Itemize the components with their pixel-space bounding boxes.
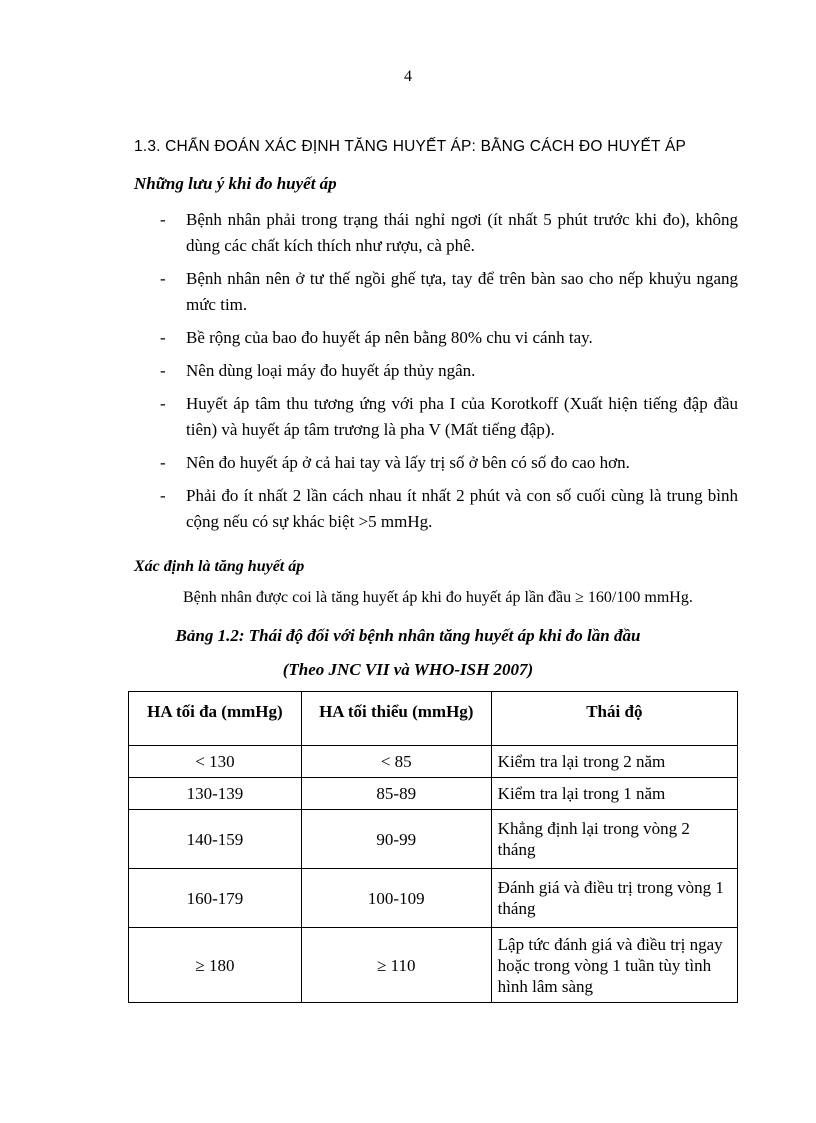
list-item-text: Bệnh nhân nên ở tư thế ngồi ghế tựa, tay để trên bàn sao cho nếp khuỷu ngang mức tim. <box>186 269 738 314</box>
bullet-dash: - <box>160 394 166 413</box>
header-attitude: Thái độ <box>491 692 737 746</box>
bullet-dash: - <box>160 210 166 229</box>
bullet-dash: - <box>160 361 166 380</box>
header-max-bp: HA tối đa (mmHg) <box>129 692 302 746</box>
bullet-dash: - <box>160 328 166 347</box>
cell-min-bp: 85-89 <box>301 778 491 810</box>
list-item-text: Bệnh nhân phải trong trạng thái nghỉ ngơi (ít nhất 5 phút trước khi đo), không dùng các chất kích thích như rượu, cà phê. <box>186 210 738 255</box>
list-item <box>160 266 738 318</box>
page-number: 4 <box>404 68 412 85</box>
list-item <box>160 391 738 443</box>
list-item-text: Bề rộng của bao đo huyết áp nên bằng 80% chu vi cánh tay. <box>186 328 593 347</box>
table-caption-source: (Theo JNC VII và WHO-ISH 2007) <box>282 660 534 679</box>
list-item-text: Huyết áp tâm thu tương ứng với pha I của Korotkoff (Xuất hiện tiếng đập đầu tiên) và huyết áp tâm trương là pha V (Mất tiếng đập). <box>186 394 738 439</box>
table-row <box>129 810 738 869</box>
section-heading: 1.3. CHẨN ĐOÁN XÁC ĐỊNH TĂNG HUYẾT ÁP: BẰNG CÁCH ĐO HUYẾT ÁP <box>134 138 687 155</box>
list-item <box>160 483 738 535</box>
cell-attitude: Lập tức đánh giá và điều trị ngay hoặc trong vòng 1 tuần tùy tình hình lâm sàng <box>491 928 737 1003</box>
cell-max-bp: < 130 <box>129 746 302 778</box>
cell-attitude: Kiểm tra lại trong 1 năm <box>491 778 737 810</box>
table-header-row <box>129 692 738 746</box>
cell-max-bp: 130-139 <box>129 778 302 810</box>
cell-max-bp: 140-159 <box>129 810 302 869</box>
table-caption: Bảng 1.2: Thái độ đối với bệnh nhân tăng huyết áp khi đo lần đầu <box>175 626 641 645</box>
list-item <box>160 207 738 259</box>
cell-max-bp: 160-179 <box>129 869 302 928</box>
list-item <box>160 450 738 476</box>
cell-min-bp: ≥ 110 <box>301 928 491 1003</box>
table-row <box>129 869 738 928</box>
cell-min-bp: 90-99 <box>301 810 491 869</box>
definition-heading: Xác định là tăng huyết áp <box>134 558 305 575</box>
list-item-text: Phải đo ít nhất 2 lần cách nhau ít nhất 2 phút và con số cuối cùng là trung bình cộng nếu có sự khác biệt >5 mmHg. <box>186 486 738 531</box>
list-item-text: Nên đo huyết áp ở cả hai tay và lấy trị số ở bên có số đo cao hơn. <box>186 453 630 472</box>
table-row <box>129 746 738 778</box>
cell-min-bp: 100-109 <box>301 869 491 928</box>
notes-heading: Những lưu ý khi đo huyết áp <box>134 174 337 193</box>
cell-attitude: Khẳng định lại trong vòng 2 tháng <box>491 810 737 869</box>
blood-pressure-table <box>128 691 738 1003</box>
bullet-dash: - <box>160 269 166 288</box>
cell-attitude: Kiểm tra lại trong 2 năm <box>491 746 737 778</box>
list-item-text: Nên dùng loại máy đo huyết áp thủy ngân. <box>186 361 476 380</box>
cell-attitude: Đánh giá và điều trị trong vòng 1 tháng <box>491 869 737 928</box>
bullet-dash: - <box>160 486 166 505</box>
bullet-dash: - <box>160 453 166 472</box>
cell-min-bp: < 85 <box>301 746 491 778</box>
table-row <box>129 928 738 1003</box>
list-item <box>160 325 738 351</box>
definition-text: Bệnh nhân được coi là tăng huyết áp khi đo huyết áp lần đầu ≥ 160/100 mmHg. <box>183 589 693 606</box>
table-row <box>129 778 738 810</box>
header-min-bp: HA tối thiểu (mmHg) <box>301 692 491 746</box>
notes-list <box>160 207 738 542</box>
cell-max-bp: ≥ 180 <box>129 928 302 1003</box>
list-item <box>160 358 738 384</box>
